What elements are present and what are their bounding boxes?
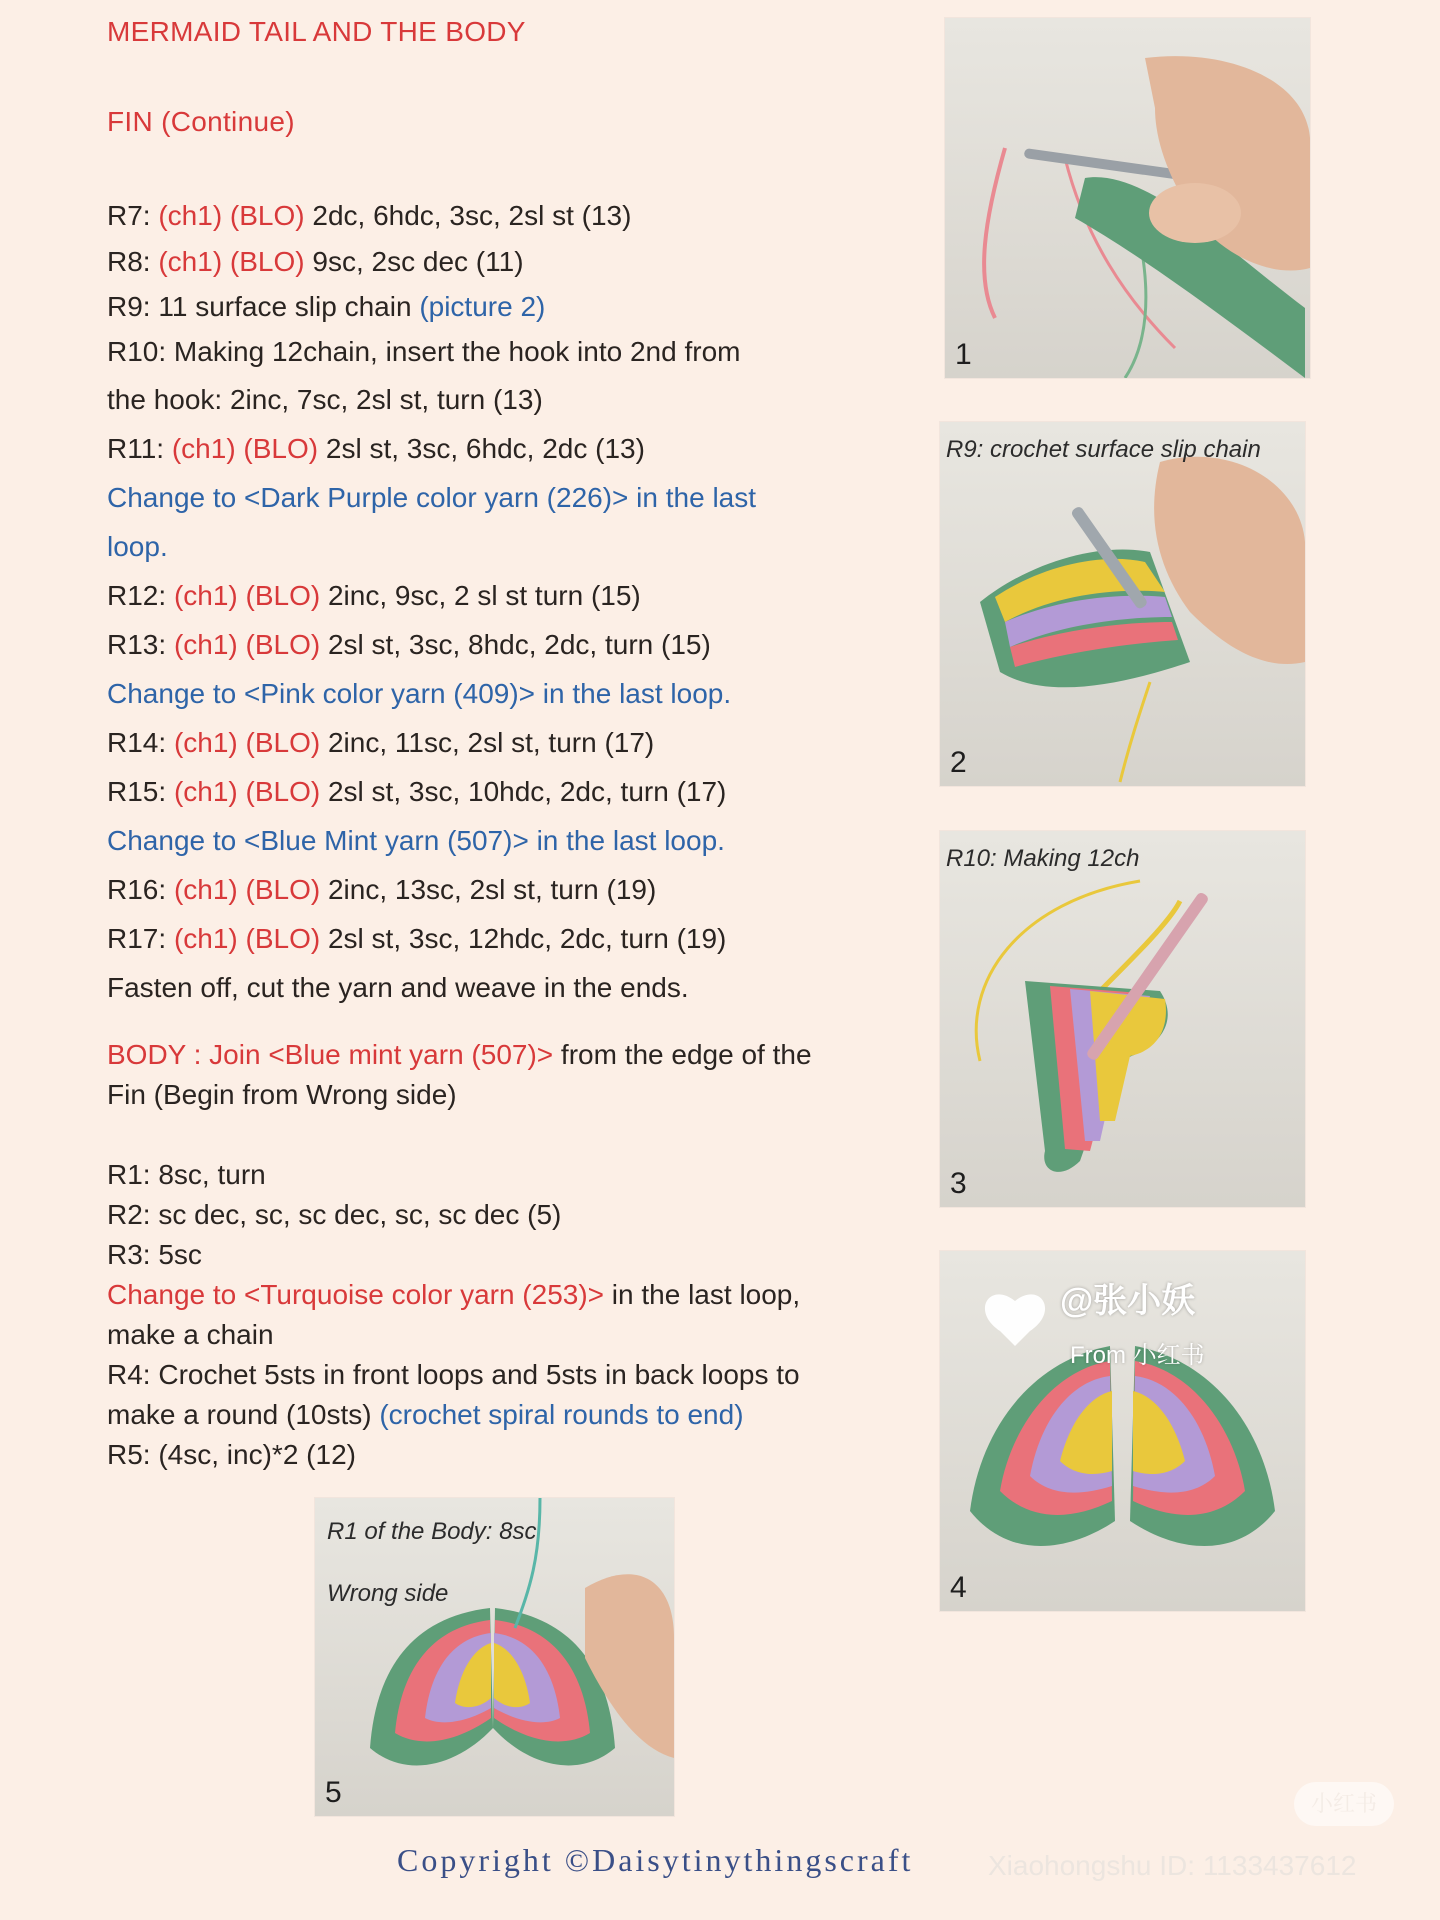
body-line: R5: (4sc, inc)*2 (12) — [107, 1439, 356, 1470]
instruction-line: the hook: 2inc, 7sc, 2sl st, turn (13) — [107, 384, 543, 415]
instruction-line: loop. — [107, 531, 168, 562]
xiaohongshu-badge: 小红书 — [1294, 1782, 1394, 1826]
photo-1-illustration — [945, 18, 1310, 378]
body-line: R3: 5sc — [107, 1239, 202, 1270]
instruction-line: R10: Making 12chain, insert the hook into 2nd from — [107, 336, 741, 367]
photo-3-illustration — [940, 831, 1305, 1207]
photo-number: 1 — [955, 338, 972, 371]
photo-caption: R10: Making 12ch — [946, 845, 1140, 872]
photo-3 — [940, 831, 1305, 1207]
body-line: Change to <Turquoise color yarn (253)> in the last loop, — [107, 1279, 801, 1310]
photo-1 — [945, 18, 1310, 378]
instruction-line: R15: (ch1) (BLO) 2sl st, 3sc, 10hdc, 2dc, turn (17) — [107, 776, 727, 807]
instruction-line: R8: (ch1) (BLO) 9sc, 2sc dec (11) — [107, 246, 524, 277]
instruction-line: R9: 11 surface slip chain (picture 2) — [107, 291, 546, 322]
photo-caption: R1 of the Body: 8sc — [327, 1518, 537, 1545]
instruction-line: Change to <Dark Purple color yarn (226)> in the last — [107, 482, 757, 513]
body-line: R4: Crochet 5sts in front loops and 5sts in back loops to — [107, 1359, 800, 1390]
copyright: Copyright ©Daisytinythingscraft — [397, 1842, 914, 1878]
body-line: make a round (10sts) (crochet spiral rounds to end) — [107, 1399, 744, 1430]
watermark-handle: @张小妖 — [1060, 1282, 1196, 1320]
body-line: Fin (Begin from Wrong side) — [107, 1079, 457, 1110]
instruction-line: R16: (ch1) (BLO) 2inc, 13sc, 2sl st, turn (19) — [107, 874, 657, 905]
photo-number: 5 — [325, 1776, 342, 1809]
instruction-line: R7: (ch1) (BLO) 2dc, 6hdc, 3sc, 2sl st (13) — [107, 200, 632, 231]
instruction-line: R13: (ch1) (BLO) 2sl st, 3sc, 8hdc, 2dc, turn (15) — [107, 629, 711, 660]
instruction-line: Fasten off, cut the yarn and weave in the ends. — [107, 972, 689, 1003]
instruction-line: Change to <Pink color yarn (409)> in the last loop. — [107, 678, 732, 709]
photo-5 — [315, 1498, 674, 1816]
photo-2 — [940, 422, 1305, 786]
body-line: make a chain — [107, 1319, 274, 1350]
body-line: R2: sc dec, sc, sc dec, sc, sc dec (5) — [107, 1199, 562, 1230]
photo-2-illustration — [940, 422, 1305, 786]
instruction-line: R11: (ch1) (BLO) 2sl st, 3sc, 6hdc, 2dc (13) — [107, 433, 645, 464]
heart-icon — [985, 1294, 1045, 1346]
section-subtitle: FIN (Continue) — [107, 106, 295, 137]
page-title: MERMAID TAIL AND THE BODY — [107, 16, 526, 47]
watermark-source: From 小红书 — [1070, 1342, 1205, 1369]
xiaohongshu-id: Xiaohongshu ID: 1133437612 — [988, 1850, 1357, 1881]
photo-4 — [940, 1251, 1305, 1611]
photo-caption: R9: crochet surface slip chain — [946, 436, 1261, 463]
photo-number: 4 — [950, 1571, 967, 1604]
instruction-line: R12: (ch1) (BLO) 2inc, 9sc, 2 sl st turn (15) — [107, 580, 641, 611]
instruction-line: R14: (ch1) (BLO) 2inc, 11sc, 2sl st, turn (17) — [107, 727, 655, 758]
body-line: R1: 8sc, turn — [107, 1159, 266, 1190]
photo-number: 2 — [950, 746, 967, 779]
instruction-line: Change to <Blue Mint yarn (507)> in the last loop. — [107, 825, 725, 856]
instruction-line: R17: (ch1) (BLO) 2sl st, 3sc, 12hdc, 2dc, turn (19) — [107, 923, 727, 954]
photo-number: 3 — [950, 1167, 967, 1200]
photo-caption: Wrong side — [327, 1580, 449, 1607]
body-heading: BODY : Join <Blue mint yarn (507)> from the edge of the — [107, 1039, 812, 1070]
